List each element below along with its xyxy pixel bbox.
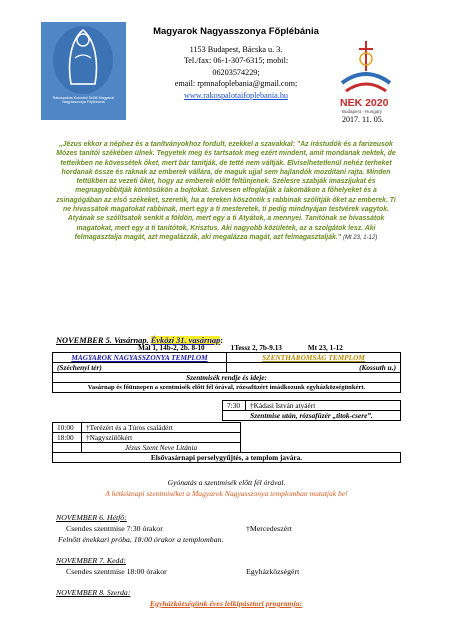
gospel-quote	[56, 140, 396, 243]
mass-intention: †Nagyszülőkért	[82, 433, 241, 443]
reading-3: Mt 23, 1-12	[307, 344, 343, 352]
email: email: rpmnafoplebania@gmail.com;	[174, 79, 298, 88]
list-item	[56, 566, 416, 577]
logo-caption: Rákospalota Kolonáni Szőlő Magyarok Nagyasszonya Főplébánia	[52, 96, 115, 105]
list-item	[56, 523, 416, 534]
location-right: (Kossuth u.)	[227, 363, 401, 373]
main-church-mass-table	[52, 422, 401, 463]
reading-2: 1Tessz 2, 7b-9.13	[230, 344, 282, 352]
litany: Jézus Szent Neve Litánia	[82, 443, 241, 453]
weekday-heading: NOVEMBER 6. Hétfő:	[56, 513, 127, 522]
trinity-time: 7:30	[223, 401, 246, 411]
trinity-mass-table	[222, 400, 401, 421]
church-right: SZENTHÁROMSÁG TEMPLOM	[227, 353, 401, 363]
confession-note: Gyónatás a szentmisék előtt fél órával.	[167, 478, 286, 487]
mass-time: 18:00	[53, 433, 82, 443]
nek-2020-logo	[338, 37, 394, 99]
church-left: MAGYAROK NAGYASSZONYA TEMPLOM	[53, 353, 227, 363]
weekday-intention: †Mercedeszért	[246, 524, 292, 533]
collection-note: Elsővasárnapi perselygyűjtés, a templom javára.	[53, 453, 401, 463]
nek-subtitle: Budapest - Hungary	[342, 109, 383, 114]
parish-header	[136, 26, 336, 101]
weekday-note: A hétköznapi szentmiséket a Magyarok Nagyasszonya templomban mutatjuk be!	[105, 489, 348, 498]
quote-text: „Jézus ekkor a néphez és a tanítványokhoz fordult, ezekkel a szavakkal: "Az írástudók és a farizeusok Mózes tanítói székében ülnek. Tegyetek meg és tartsatok meg ezért mindent, amit mondanak nektek, de tetteikben ne kövessétek őket, mert bár tanítják, de tetté nem váltják. Elviselhetetlenül nehéz terheket hordanak össze és raknak az emberek vállára, de maguk ujjal sem hajlandók mozdítani rajta. Minden tettükben az vezeti őket, hogy az emberek előtt feltűnjenek. Szélesre szabják imaszíjukat és megnagyobbítják köntösükön a bojtokat. Szívesen elfoglalják a lakomákon a főhelyeket és a zsinagógában az első székeket, szeretik, ha a tereken köszöntik s rabbinak szólítják őket az emberek. Ti ne hívassátok magatokat rabbinak, mert egy a ti mesteretek, ti pedig mindnyájan testvérek vagytok. Atyának se szólítsatok senkit a földön, mert egy a ti Atyátok, a mennyei. Tanítónak se hívassátok magatokat, mert egy a ti tanítótok, Krisztus. Aki nagyobb közületek, az a szolgátok lesz. Aki felmagasztalja magát, azt megalázzák, aki megalázza magát, azt felmagasztalják."	[56, 141, 396, 241]
mass-intention: †Terézért és a Túros családért	[82, 423, 241, 433]
parish-title: Magyarok Nagyasszonya Főplébánia	[153, 26, 319, 37]
madonna-icon	[41, 22, 126, 120]
readings	[68, 344, 413, 352]
weekday-extra: Felnőtt énekkari próba, 18:00 órakor a templomban.	[58, 535, 224, 544]
silent-rosary: Szentmise után, rózsafüzér „titok-csere”.	[223, 411, 401, 421]
sunday-label: Évközi 31. vasárnap	[150, 336, 221, 345]
sunday-date: NOVEMBER 5. Vasárnap.	[56, 336, 149, 345]
weekday-intention: Egyházközségért	[246, 567, 300, 576]
nek-title: NEK 2020	[340, 97, 389, 109]
weekday-heading: NOVEMBER 7. Kedd:	[56, 556, 126, 565]
order-title: Szentmisék rendje és ideje:	[53, 373, 401, 383]
weekday-schedule	[56, 512, 416, 609]
bulletin-date: 2017. 11. 05.	[342, 115, 384, 124]
program-heading: Egyházközségünk éves lelkipásztori programja:	[149, 599, 303, 608]
trinity-intention: †Kádasi István atyáért	[246, 401, 401, 411]
mass-schedule-table	[52, 352, 401, 393]
parish-logo	[41, 22, 126, 120]
website-link[interactable]: www.rakospalotaifoplebania.hu	[183, 90, 289, 100]
location-left: (Széchenyi tér)	[53, 363, 227, 373]
weekday-mass: Csendes szentmise 18:00 órakor	[66, 567, 167, 576]
reading-1: Mal 1, 14b-2, 2b. 8-10	[138, 344, 205, 352]
rosary-note: Vasárnap és főünnepen a szentmisék előtt fél órával, rózsafüzért imádkozunk egyházközségünkért.	[53, 383, 401, 393]
mobile: 06203574229;	[212, 67, 260, 77]
sunday-heading: NOVEMBER 5. Vasárnap. Évközi 31. vasárnap:	[56, 336, 224, 345]
quote-reference: (Mt 23, 1-12)	[342, 234, 378, 241]
weekday-heading: NOVEMBER 8. Szerda:	[56, 588, 131, 597]
phone: Tel./fax: 06-1-307-6315; mobil:	[183, 56, 289, 65]
mass-time: 10:00	[53, 423, 82, 433]
weekday-mass: Csendes szentmise 7:30 órakor	[66, 524, 163, 533]
address: 1153 Budapest, Bácska u. 3.	[189, 44, 283, 54]
